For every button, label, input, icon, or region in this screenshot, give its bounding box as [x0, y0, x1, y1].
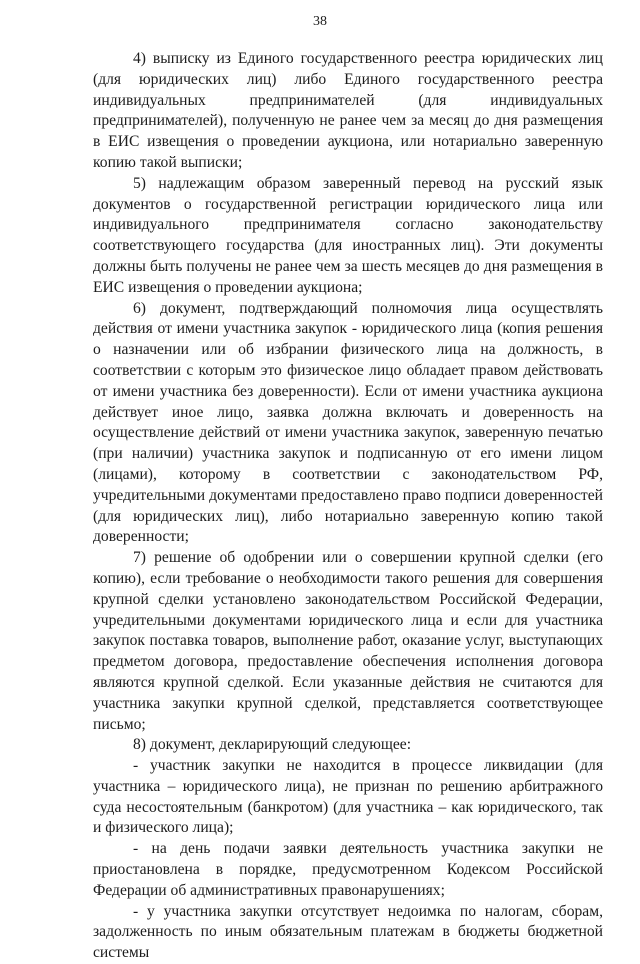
paragraph-item-4: 4) выписку из Единого государственного реестра юридических лиц (для юридических лиц) либо Единого государственного реестра индивидуальных предпринимателей (для индивидуальных предпринимателей), полученную не ранее чем за месяц до дня размещения в ЕИС извещения о проведении аукциона, или нотариально заверенную копию такой выписки;: [93, 50, 603, 171]
page-number: 38: [313, 14, 327, 29]
declaration-suspension: - на день подачи заявки деятельность участника закупки не приостановлена в порядке, предусмотренном Кодексом Российской Федерации об административных правонарушениях;: [93, 840, 603, 899]
declaration-liquidation: - участник закупки не находится в процессе ликвидации (для участника – юридического лица), не признан по решению арбитражного суда несостоятельным (банкротом) (для участника – как юридического, так и физического лица);: [93, 757, 603, 837]
declaration-tax-arrears: - у участника закупки отсутствует недоимка по налогам, сборам, задолженность по иным обязательным платежам в бюджеты бюджетной системы: [93, 902, 603, 962]
paragraph-item-7: 7) решение об одобрении или о совершении крупной сделки (его копию), если требование о необходимости такого решения для совершения крупной сделки установлено законодательством Российской Федерации, учредительными документами юридического лица и если для участника закупок поставка товаров, выполнение работ, оказание услуг, выступающих предметом договора, предоставление обеспечения исполнения договора являются крупной сделкой. Если указанные действия не считаются для участника закупки крупной сделкой, представляется соответствующее письмо;: [93, 549, 603, 733]
paragraph-item-8: 8) документ, декларирующий следующее:: [133, 736, 412, 754]
document-body: [93, 49, 603, 964]
paragraph-item-6: 6) документ, подтверждающий полномочия лица осуществлять действия от имени участника закупок - юридического лица (копия решения о назначении или об избрании физического лица на должность, в соответствии с которым это физическое лицо обладает правом действовать от имени участника без доверенности). Если от имени участника аукциона действует иное лицо, заявка должна включать и доверенность на осуществление действий от имени участника закупок, заверенную печатью (при наличии) участника закупок и подписанную от его имени лицом (лицами), которому в соответствии с законодательством РФ, учредительными документами предоставлено право подписи доверенностей (для юридических лиц), либо нотариально заверенную копию такой доверенности;: [93, 299, 603, 546]
paragraph-item-5: 5) надлежащим образом заверенный перевод на русский язык документов о государственной регистрации юридического лица или индивидуального предпринимателя согласно законодательству соответствующего государства (для иностранных лиц). Эти документы должны быть получены не ранее чем за шесть месяцев до дня размещения в ЕИС извещения о проведении аукциона;: [93, 174, 603, 296]
